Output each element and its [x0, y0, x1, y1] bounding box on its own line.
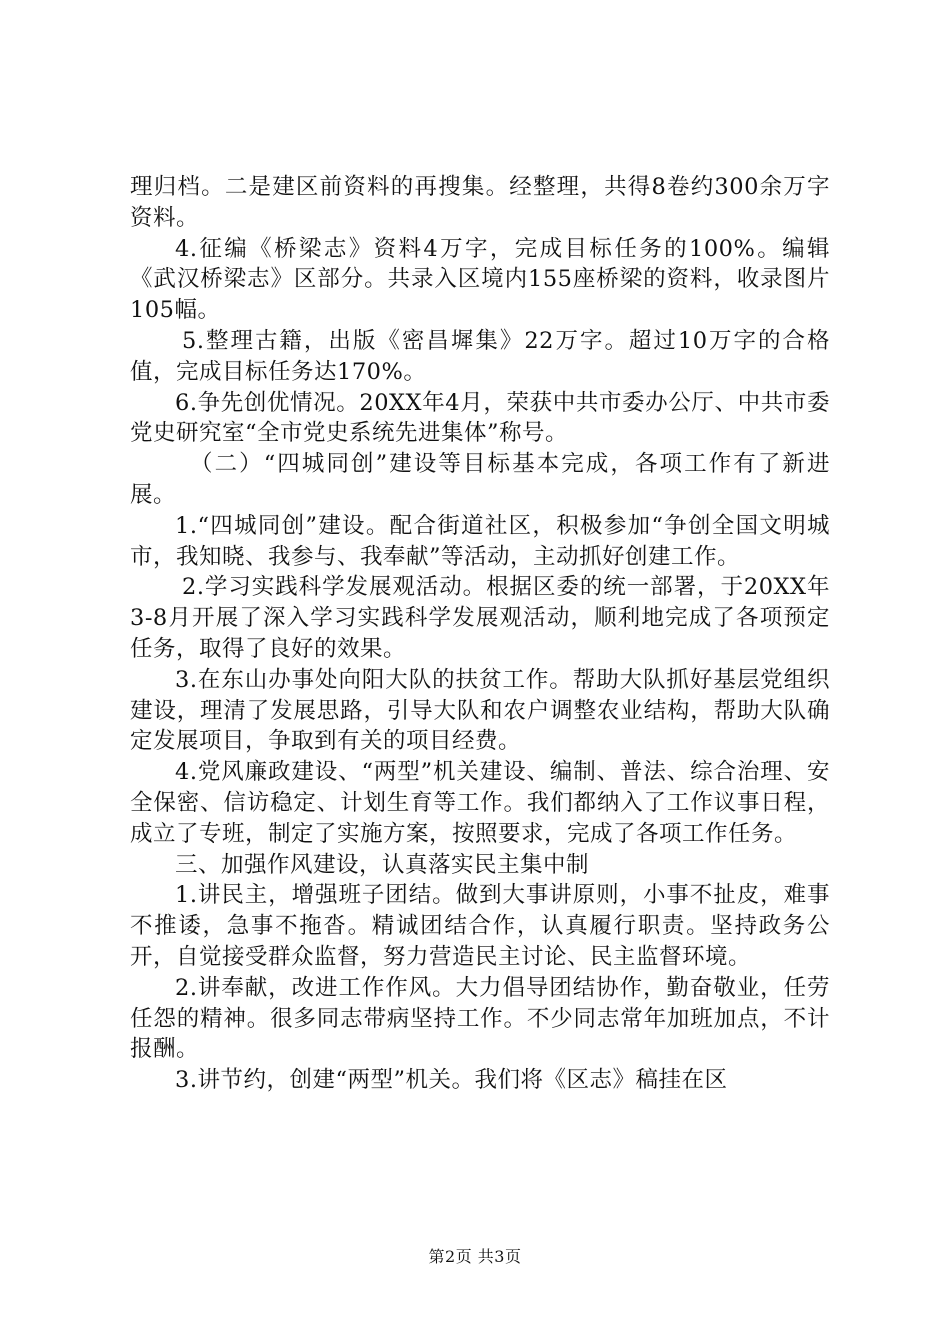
paragraph-subitem-3: 3.在东山办事处向阳大队的扶贫工作。帮助大队抓好基层党组织建设，理清了发展思路，引导大队和农户调整农业结构，帮助大队确定发展项目，争取到有关的项目经费。 — [130, 666, 830, 755]
paragraph-subitem-4: 4.党风廉政建设、“两型”机关建设、编制、普法、综合治理、安全保密、信访稳定、计划生育等工作。我们都纳入了工作议事日程，成立了专班，制定了实施方案，按照要求，完成了各项工作任务。 — [130, 759, 830, 847]
document-body — [130, 172, 830, 1096]
paragraph-style-2: 2.讲奉献，改进工作作风。大力倡导团结协作，勤奋敬业，任劳任怨的精神。很多同志带病坚持工作。不少同志常年加班加点，不计报酬。 — [130, 974, 830, 1063]
section-heading-two: （二）“四城同创”建设等目标基本完成，各项工作有了新进展。 — [130, 451, 830, 508]
paragraph-style-3: 3.讲节约，创建“两型”机关。我们将《区志》稿挂在区 — [175, 1067, 728, 1094]
paragraph-item-4: 4.征编《桥梁志》资料4万字，完成目标任务的100%。编辑《武汉桥梁志》区部分。共录入区境内155座桥梁的资料，收录图片105幅。 — [130, 235, 830, 324]
paragraph-item-6: 6.争先创优情况。20XX年4月，荣获中共市委办公厅、中共市委党史研究室“全市党史系统先进集体”称号。 — [130, 389, 830, 447]
paragraph-subitem-1: 1.“四城同创”建设。配合街道社区，积极参加“争创全国文明城市，我知晓、我参与、我奉献”等活动，主动抓好创建工作。 — [130, 512, 830, 570]
paragraph-continuation: 理归档。二是建区前资料的再搜集。经整理，共得8卷约300余万字资料。 — [130, 174, 830, 231]
paragraph-style-1: 1.讲民主，增强班子团结。做到大事讲原则，小事不扯皮，难事不推诿，急事不拖沓。精诚团结合作，认真履行职责。坚持政务公开，自觉接受群众监督，努力营造民主讨论、民主监督环境。 — [130, 882, 830, 970]
page-footer: 第2页 共3页 — [428, 1247, 522, 1266]
section-heading-three: 三、加强作风建设，认真落实民主集中制 — [175, 851, 590, 878]
paragraph-subitem-2: 2.学习实践科学发展观活动。根据区委的统一部署，于20XX年3-8月开展了深入学习实践科学发展观活动，顺利地完成了各项预定任务，取得了良好的效果。 — [130, 574, 830, 662]
paragraph-item-5: 5.整理古籍，出版《密昌墀集》22万字。超过10万字的合格值，完成目标任务达170%。 — [130, 327, 830, 385]
